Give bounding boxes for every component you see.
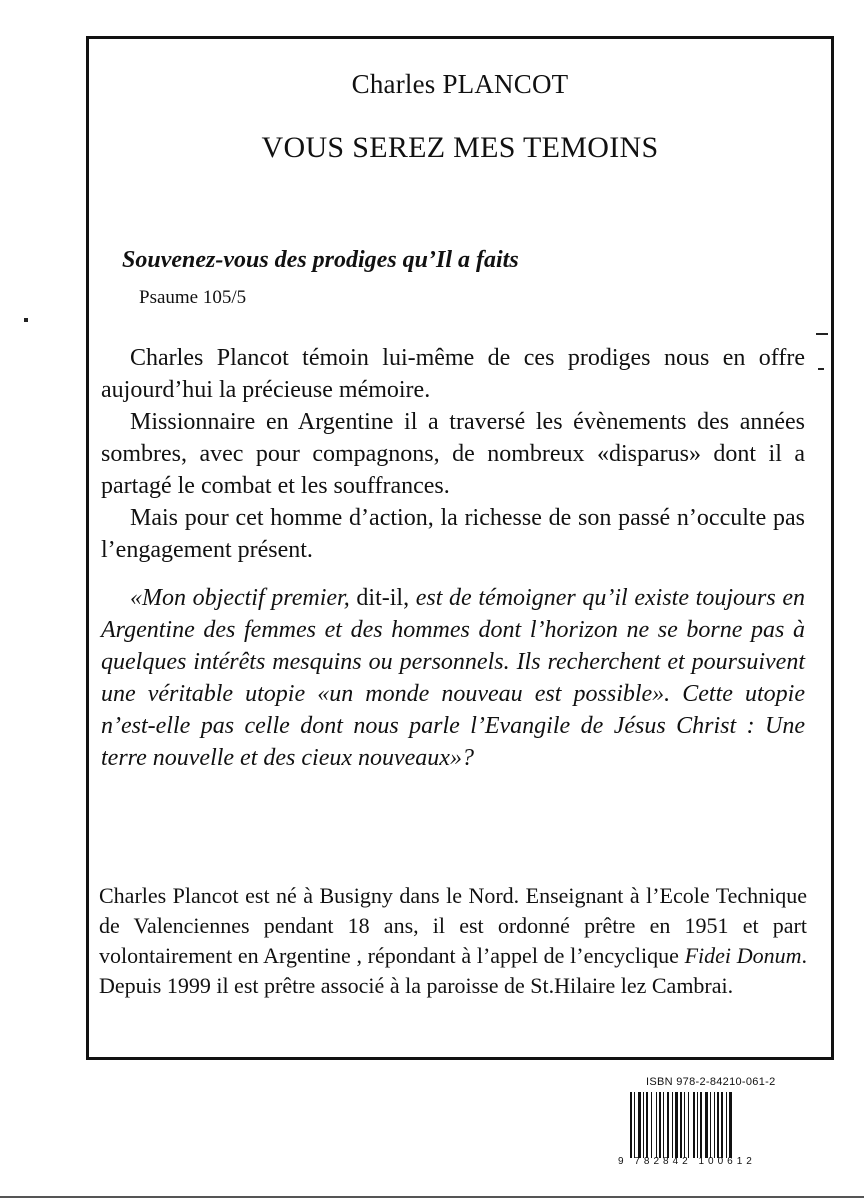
isbn-barcode-block (616, 1076, 784, 1172)
barcode-digits: 9 782842 100612 (618, 1156, 756, 1167)
scan-mark (0, 1196, 864, 1198)
scan-mark (818, 368, 824, 370)
blurb-paragraph-1: Charles Plancot témoin lui-même de ces prodiges nous en offre aujourd’hui la précieuse mémoire. (101, 345, 805, 403)
author-bio (99, 881, 807, 1001)
book-title: VOUS SEREZ MES TEMOINS (261, 131, 659, 164)
isbn-label: ISBN 978-2-84210-061-2 (646, 1076, 776, 1088)
back-cover-frame (86, 36, 834, 1060)
quote-start: «Mon objectif premier, (130, 585, 350, 611)
bio-part-2: . Depuis 1999 il est prêtre associé à la paroisse de St.Hilaire lez Cambrai. (99, 943, 807, 998)
blurb-body (101, 342, 805, 774)
epigraph-reference: Psaume 105/5 (139, 287, 247, 308)
blurb-quote (101, 582, 805, 774)
blurb-paragraph-3: Mais pour cet homme d’action, la richesse de son passé n’occulte pas l’engagement présent. (101, 505, 805, 563)
blurb-paragraph-2: Missionnaire en Argentine il a traversé les évènements des années sombres, avec pour compagnons, de nombreux «disparus» dont il a partagé le combat et les souffrances. (101, 409, 805, 499)
quote-rest: est de témoigner qu’il existe toujours en Argentine des femmes et des hommes dont l’horizon ne se borne pas à quelques intérêts mesquins ou personnels. Ils recherchent et poursuivent une véritable utopie «un monde nouveau est possible». Cette utopie n’est-elle pas celle dont nous parle l’Evangile de Jésus Christ : Une terre nouvelle et des cieux nouveaux»? (101, 585, 805, 771)
scan-mark (816, 333, 828, 335)
quote-attribution: dit-il, (349, 585, 416, 611)
barcode-icon (630, 1092, 784, 1158)
bio-encyclical-title: Fidei Donum (684, 943, 802, 968)
bio-part-1: Charles Plancot est né à Busigny dans le Nord. Enseignant à l’Ecole Technique de Valenciennes pendant 18 ans, il est ordonné prêtre en 1951 et part volontairement en Argentine , répondant à l’appel de l’encyclique (99, 883, 807, 968)
author-name: Charles PLANCOT (351, 69, 569, 99)
scan-mark (24, 318, 28, 322)
epigraph: Souvenez-vous des prodiges qu’Il a faits (122, 247, 519, 273)
